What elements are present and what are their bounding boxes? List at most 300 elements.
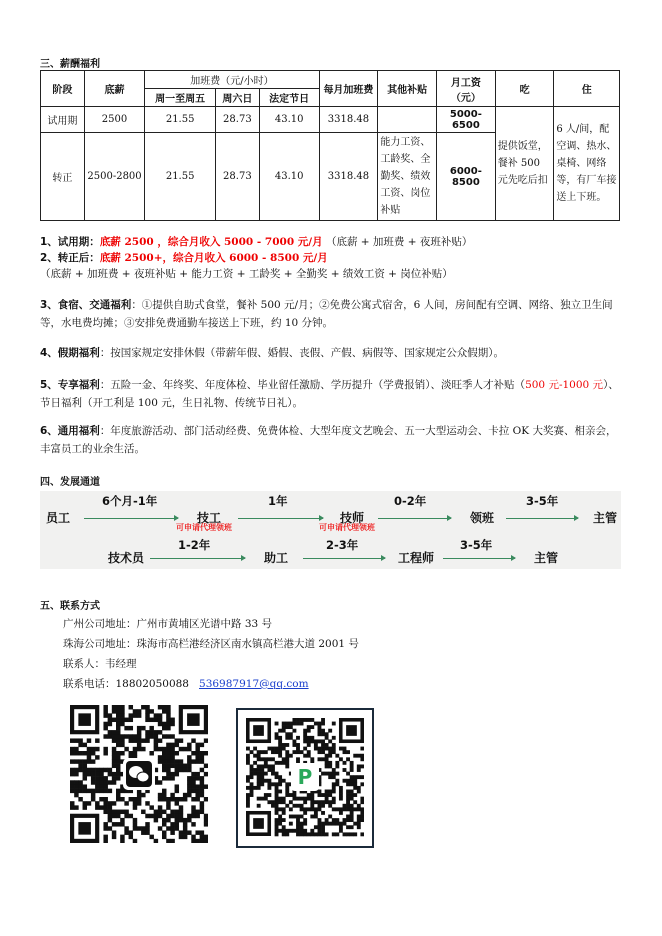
qr-module bbox=[95, 738, 99, 742]
qr-module bbox=[310, 815, 314, 819]
qr-module bbox=[154, 814, 158, 818]
qr-module bbox=[116, 738, 120, 742]
qr-module bbox=[133, 751, 137, 755]
qr-module bbox=[275, 829, 279, 833]
qr-module bbox=[204, 784, 208, 788]
qr-module bbox=[321, 729, 325, 733]
qr-module bbox=[271, 804, 275, 808]
node: 技术员 bbox=[108, 551, 145, 565]
qr-module bbox=[253, 747, 257, 751]
qr-module bbox=[175, 743, 179, 747]
qr-module bbox=[103, 797, 107, 801]
qr-module bbox=[296, 815, 300, 819]
qr-module bbox=[335, 818, 339, 822]
qr-module bbox=[310, 804, 314, 808]
qr-module bbox=[166, 814, 170, 818]
qr-module bbox=[292, 750, 296, 754]
qr-module bbox=[191, 784, 195, 788]
cell-eat: 提供饭堂，餐补 500 元先吃后扣 bbox=[495, 107, 554, 221]
qr-module bbox=[116, 709, 120, 713]
qr-module bbox=[321, 718, 325, 722]
qr-module bbox=[339, 757, 343, 761]
qr-module bbox=[133, 801, 137, 805]
qr-module bbox=[74, 805, 78, 809]
qr-module bbox=[112, 730, 116, 734]
qr-module bbox=[325, 761, 329, 765]
qr-module bbox=[285, 743, 289, 747]
qr-module bbox=[282, 747, 286, 751]
qr-module bbox=[124, 814, 128, 818]
qr-module bbox=[195, 759, 199, 763]
qr-module bbox=[95, 805, 99, 809]
qr-module bbox=[328, 747, 332, 751]
qr-module bbox=[78, 764, 82, 768]
zhuhai-address: 珠海公司地址：珠海市高栏港经济区南水镇高栏港大道 2001 号 bbox=[63, 638, 359, 650]
cell-stage: 转正 bbox=[41, 133, 85, 221]
qr-module bbox=[170, 743, 174, 747]
qr-module bbox=[346, 818, 350, 822]
qr-module bbox=[78, 780, 82, 784]
qr-module bbox=[296, 718, 300, 722]
qr-module bbox=[318, 825, 322, 829]
qr-module bbox=[149, 751, 153, 755]
qr-module bbox=[170, 797, 174, 801]
qr-module bbox=[154, 734, 158, 738]
qr-module bbox=[260, 750, 264, 754]
phone: 联系电话：18802050088 bbox=[63, 678, 189, 690]
qr-module bbox=[124, 830, 128, 834]
qr-module bbox=[112, 801, 116, 805]
qr-module bbox=[200, 776, 204, 780]
label: 1、试用期： bbox=[40, 236, 100, 248]
qr-module bbox=[166, 772, 170, 776]
qr-module bbox=[124, 734, 128, 738]
qr-module bbox=[303, 818, 307, 822]
qr-module bbox=[360, 818, 364, 822]
qr-module bbox=[200, 751, 204, 755]
qr-module bbox=[328, 761, 332, 765]
header-live: 住 bbox=[554, 71, 620, 107]
qr-module bbox=[103, 839, 107, 843]
qr-module bbox=[112, 764, 116, 768]
qr-module bbox=[103, 709, 107, 713]
qr-module bbox=[346, 815, 350, 819]
qr-module bbox=[303, 754, 307, 758]
qr-module bbox=[275, 832, 279, 836]
qr-module bbox=[183, 768, 187, 772]
qr-module bbox=[275, 747, 279, 751]
qr-module bbox=[195, 784, 199, 788]
qr-module bbox=[300, 832, 304, 836]
qr-module bbox=[112, 814, 116, 818]
qr-module bbox=[257, 782, 261, 786]
qr-module bbox=[325, 764, 329, 768]
qr-module bbox=[158, 722, 162, 726]
qr-module bbox=[87, 738, 91, 742]
qr-module bbox=[360, 747, 364, 751]
duration: 3-5年 bbox=[460, 538, 493, 552]
qr-module bbox=[325, 772, 329, 776]
qr-module bbox=[99, 784, 103, 788]
qr-module bbox=[116, 755, 120, 759]
qr-module bbox=[332, 822, 336, 826]
qr-module bbox=[314, 825, 318, 829]
qr-module bbox=[70, 805, 74, 809]
qr-module bbox=[191, 738, 195, 742]
qr-module bbox=[332, 790, 336, 794]
qr-module bbox=[191, 814, 195, 818]
qr-module bbox=[357, 786, 361, 790]
qr-module bbox=[166, 718, 170, 722]
qr-module bbox=[204, 818, 208, 822]
qr-module bbox=[179, 835, 183, 839]
qr-module bbox=[325, 790, 329, 794]
node: 主管 bbox=[593, 511, 618, 525]
text: ：年度旅游活动、部门活动经费、免费体检、大型年度文艺晚会、五一大型运动会、卡拉 OK 大奖赛、相亲会，丰富员工的业余生活。 bbox=[40, 425, 617, 455]
qr-module bbox=[332, 772, 336, 776]
qr-module bbox=[350, 832, 354, 836]
qr-module bbox=[343, 747, 347, 751]
qr-module bbox=[278, 815, 282, 819]
cell-monthly-ot: 3318.48 bbox=[319, 133, 378, 221]
qr-module bbox=[166, 751, 170, 755]
qr-module bbox=[260, 757, 264, 761]
qr-module bbox=[346, 804, 350, 808]
qr-module bbox=[70, 780, 74, 784]
qr-module bbox=[124, 801, 128, 805]
qr-module bbox=[271, 772, 275, 776]
qr-module bbox=[78, 738, 82, 742]
qr-module bbox=[350, 793, 354, 797]
qr-module bbox=[120, 822, 124, 826]
qr-module bbox=[275, 811, 279, 815]
qr-module bbox=[339, 793, 343, 797]
qr-module bbox=[200, 780, 204, 784]
qr-module bbox=[289, 793, 293, 797]
qr-module bbox=[204, 751, 208, 755]
qr-module bbox=[357, 815, 361, 819]
qr-module bbox=[166, 801, 170, 805]
qr-module bbox=[83, 784, 87, 788]
qr-module bbox=[275, 786, 279, 790]
qr-module bbox=[289, 829, 293, 833]
qr-module bbox=[179, 738, 183, 742]
qr-module bbox=[346, 807, 350, 811]
qr-module bbox=[120, 722, 124, 726]
cell-holiday: 43.10 bbox=[259, 133, 319, 221]
qr-module bbox=[166, 709, 170, 713]
qr-module bbox=[108, 718, 112, 722]
qr-module bbox=[328, 750, 332, 754]
qr-module bbox=[145, 730, 149, 734]
qr-module bbox=[318, 807, 322, 811]
qr-module bbox=[300, 722, 304, 726]
qr-module bbox=[154, 713, 158, 717]
qr-module bbox=[204, 822, 208, 826]
cell-weekend: 28.73 bbox=[215, 133, 259, 221]
qr-module bbox=[179, 830, 183, 834]
qr-module bbox=[116, 776, 120, 780]
qr-module bbox=[183, 830, 187, 834]
qr-module bbox=[285, 829, 289, 833]
qr-module bbox=[116, 822, 120, 826]
qr-module bbox=[300, 825, 304, 829]
qr-module bbox=[87, 768, 91, 772]
qr-module bbox=[129, 814, 133, 818]
qr-module bbox=[162, 705, 166, 709]
qr-module bbox=[175, 814, 179, 818]
qr-module bbox=[141, 830, 145, 834]
qr-module bbox=[318, 729, 322, 733]
qr-module bbox=[257, 772, 261, 776]
qr-module bbox=[321, 747, 325, 751]
qr-module bbox=[133, 818, 137, 822]
qr-module bbox=[310, 829, 314, 833]
qr-module bbox=[285, 761, 289, 765]
qr-module bbox=[87, 751, 91, 755]
qr-module bbox=[133, 738, 137, 742]
qr-module bbox=[310, 797, 314, 801]
qr-module bbox=[112, 835, 116, 839]
qr-module bbox=[108, 734, 112, 738]
cell-base: 2500-2800 bbox=[84, 133, 145, 221]
qr-module bbox=[264, 797, 268, 801]
qr-module bbox=[204, 738, 208, 742]
qr-module bbox=[141, 726, 145, 730]
qr-module bbox=[332, 750, 336, 754]
qr-module bbox=[149, 709, 153, 713]
qr-module bbox=[187, 743, 191, 747]
qr-module bbox=[303, 747, 307, 751]
qr-module bbox=[112, 759, 116, 763]
qr-module bbox=[289, 800, 293, 804]
qr-module bbox=[170, 734, 174, 738]
qr-module bbox=[318, 818, 322, 822]
qr-module bbox=[195, 789, 199, 793]
qr-module bbox=[296, 750, 300, 754]
qr-module bbox=[170, 751, 174, 755]
qr-module bbox=[332, 807, 336, 811]
qr-module bbox=[346, 725, 357, 736]
qr-module bbox=[318, 757, 322, 761]
qr-module bbox=[318, 722, 322, 726]
qr-module bbox=[116, 759, 120, 763]
qr-module bbox=[124, 718, 128, 722]
qr-module bbox=[99, 789, 103, 793]
qr-module bbox=[303, 800, 307, 804]
qr-module bbox=[360, 757, 364, 761]
qr-module bbox=[285, 832, 289, 836]
qr-module bbox=[250, 768, 254, 772]
qr-module bbox=[300, 804, 304, 808]
qr-module bbox=[253, 786, 257, 790]
qr-module bbox=[162, 755, 166, 759]
qr-module bbox=[321, 793, 325, 797]
qr-module bbox=[285, 750, 289, 754]
qr-module bbox=[120, 718, 124, 722]
qr-module bbox=[339, 825, 343, 829]
qr-module bbox=[91, 772, 95, 776]
qr-module bbox=[112, 776, 116, 780]
qr-module bbox=[129, 797, 133, 801]
qr-module bbox=[83, 751, 87, 755]
qr-module bbox=[103, 705, 107, 709]
arrow-icon bbox=[84, 518, 178, 519]
highlight: 底薪 2500 ，综合月收入 5000 - 7000 元/月 bbox=[99, 236, 323, 248]
qr-module bbox=[137, 726, 141, 730]
label: 6、通用福利 bbox=[40, 425, 100, 437]
qr-module bbox=[179, 759, 183, 763]
qr-module bbox=[187, 759, 191, 763]
qr-module bbox=[282, 757, 286, 761]
item-food-transport bbox=[40, 296, 625, 332]
qr-module bbox=[318, 793, 322, 797]
qr-module bbox=[108, 826, 112, 830]
header-weekend: 周六日 bbox=[215, 89, 259, 107]
qr-module bbox=[154, 747, 158, 751]
qr-module bbox=[350, 811, 354, 815]
qr-module bbox=[154, 743, 158, 747]
qr-module bbox=[307, 807, 311, 811]
qr-module bbox=[133, 805, 137, 809]
qr-module bbox=[154, 730, 158, 734]
qr-module bbox=[149, 726, 153, 730]
qr-module bbox=[318, 829, 322, 833]
qr-module bbox=[343, 807, 347, 811]
qr-module bbox=[78, 759, 82, 763]
qr-module bbox=[307, 729, 311, 733]
qr-module bbox=[278, 779, 282, 783]
qr-module bbox=[353, 832, 357, 836]
qr-module bbox=[103, 835, 107, 839]
qr-module bbox=[108, 780, 112, 784]
qr-module bbox=[103, 780, 107, 784]
qr-module bbox=[360, 800, 364, 804]
qr-module bbox=[310, 725, 314, 729]
qr-module bbox=[296, 747, 300, 751]
qr-module bbox=[292, 739, 296, 743]
qr-module bbox=[318, 800, 322, 804]
qr-module bbox=[282, 807, 286, 811]
qr-module bbox=[278, 747, 282, 751]
qr-module bbox=[350, 807, 354, 811]
qr-module bbox=[200, 789, 204, 793]
qr-module bbox=[133, 822, 137, 826]
qr-module bbox=[70, 768, 74, 772]
qr-module bbox=[346, 790, 350, 794]
qr-module bbox=[350, 775, 354, 779]
qr-module bbox=[158, 814, 162, 818]
text: ）、节日福利（开工利是 100 元，生日礼物、传统节日礼）。 bbox=[40, 379, 619, 409]
qr-module bbox=[141, 810, 145, 814]
qr-module bbox=[166, 826, 170, 830]
cell-other bbox=[378, 107, 437, 133]
qr-module bbox=[335, 832, 339, 836]
qr-module bbox=[145, 826, 149, 830]
qr-module bbox=[204, 814, 208, 818]
qr-module bbox=[154, 718, 158, 722]
qr-module bbox=[346, 750, 350, 754]
qr-module bbox=[321, 757, 325, 761]
label: 2、转正后： bbox=[40, 252, 100, 264]
qr-module bbox=[191, 759, 195, 763]
qr-module bbox=[154, 810, 158, 814]
qr-module bbox=[137, 730, 141, 734]
qr-module bbox=[350, 815, 354, 819]
qr-module bbox=[310, 807, 314, 811]
qr-module bbox=[285, 793, 289, 797]
qr-module bbox=[70, 784, 74, 788]
qr-module bbox=[179, 810, 183, 814]
qr-module bbox=[318, 750, 322, 754]
qr-module bbox=[346, 793, 350, 797]
qr-module bbox=[307, 754, 311, 758]
qr-module bbox=[267, 747, 271, 751]
qr-module bbox=[275, 822, 279, 826]
qr-module bbox=[282, 818, 286, 822]
qr-module bbox=[183, 826, 187, 830]
qr-module bbox=[141, 747, 145, 751]
qr-module bbox=[246, 757, 250, 761]
qr-module bbox=[175, 789, 179, 793]
contact-phone bbox=[63, 676, 309, 691]
qr-module bbox=[289, 722, 293, 726]
qr-module bbox=[346, 782, 350, 786]
qr-module bbox=[166, 705, 170, 709]
qr-module bbox=[310, 793, 314, 797]
qr-module bbox=[343, 750, 347, 754]
qr-module bbox=[162, 822, 166, 826]
qr-module bbox=[296, 818, 300, 822]
qr-module bbox=[275, 818, 279, 822]
qr-module bbox=[321, 772, 325, 776]
qr-module bbox=[166, 818, 170, 822]
qr-module bbox=[328, 775, 332, 779]
qr-module bbox=[285, 725, 289, 729]
qr-module bbox=[318, 804, 322, 808]
qr-module bbox=[103, 768, 107, 772]
qr-module bbox=[112, 709, 116, 713]
qr-module bbox=[271, 800, 275, 804]
qr-module bbox=[278, 743, 282, 747]
qr-module bbox=[275, 804, 279, 808]
qr-module bbox=[250, 786, 254, 790]
qr-module bbox=[310, 832, 314, 836]
qr-module bbox=[282, 800, 286, 804]
qr-module bbox=[191, 772, 195, 776]
qr-module bbox=[78, 751, 82, 755]
qr-module bbox=[116, 764, 120, 768]
qr-module bbox=[253, 818, 264, 829]
qr-module bbox=[175, 801, 179, 805]
qr-module bbox=[162, 726, 166, 730]
qr-module bbox=[292, 743, 296, 747]
qr-module bbox=[162, 835, 166, 839]
qr-module bbox=[70, 747, 74, 751]
arrow-icon bbox=[443, 558, 515, 559]
qr-module bbox=[325, 793, 329, 797]
qr-module bbox=[204, 772, 208, 776]
qr-module bbox=[325, 747, 329, 751]
qr-module bbox=[278, 739, 282, 743]
qr-module bbox=[91, 776, 95, 780]
qr-module bbox=[292, 793, 296, 797]
qr-module bbox=[162, 747, 166, 751]
qr-module bbox=[332, 743, 336, 747]
qr-module bbox=[339, 786, 343, 790]
qr-module bbox=[175, 764, 179, 768]
email-link[interactable]: 536987917@qq.com bbox=[199, 678, 309, 690]
